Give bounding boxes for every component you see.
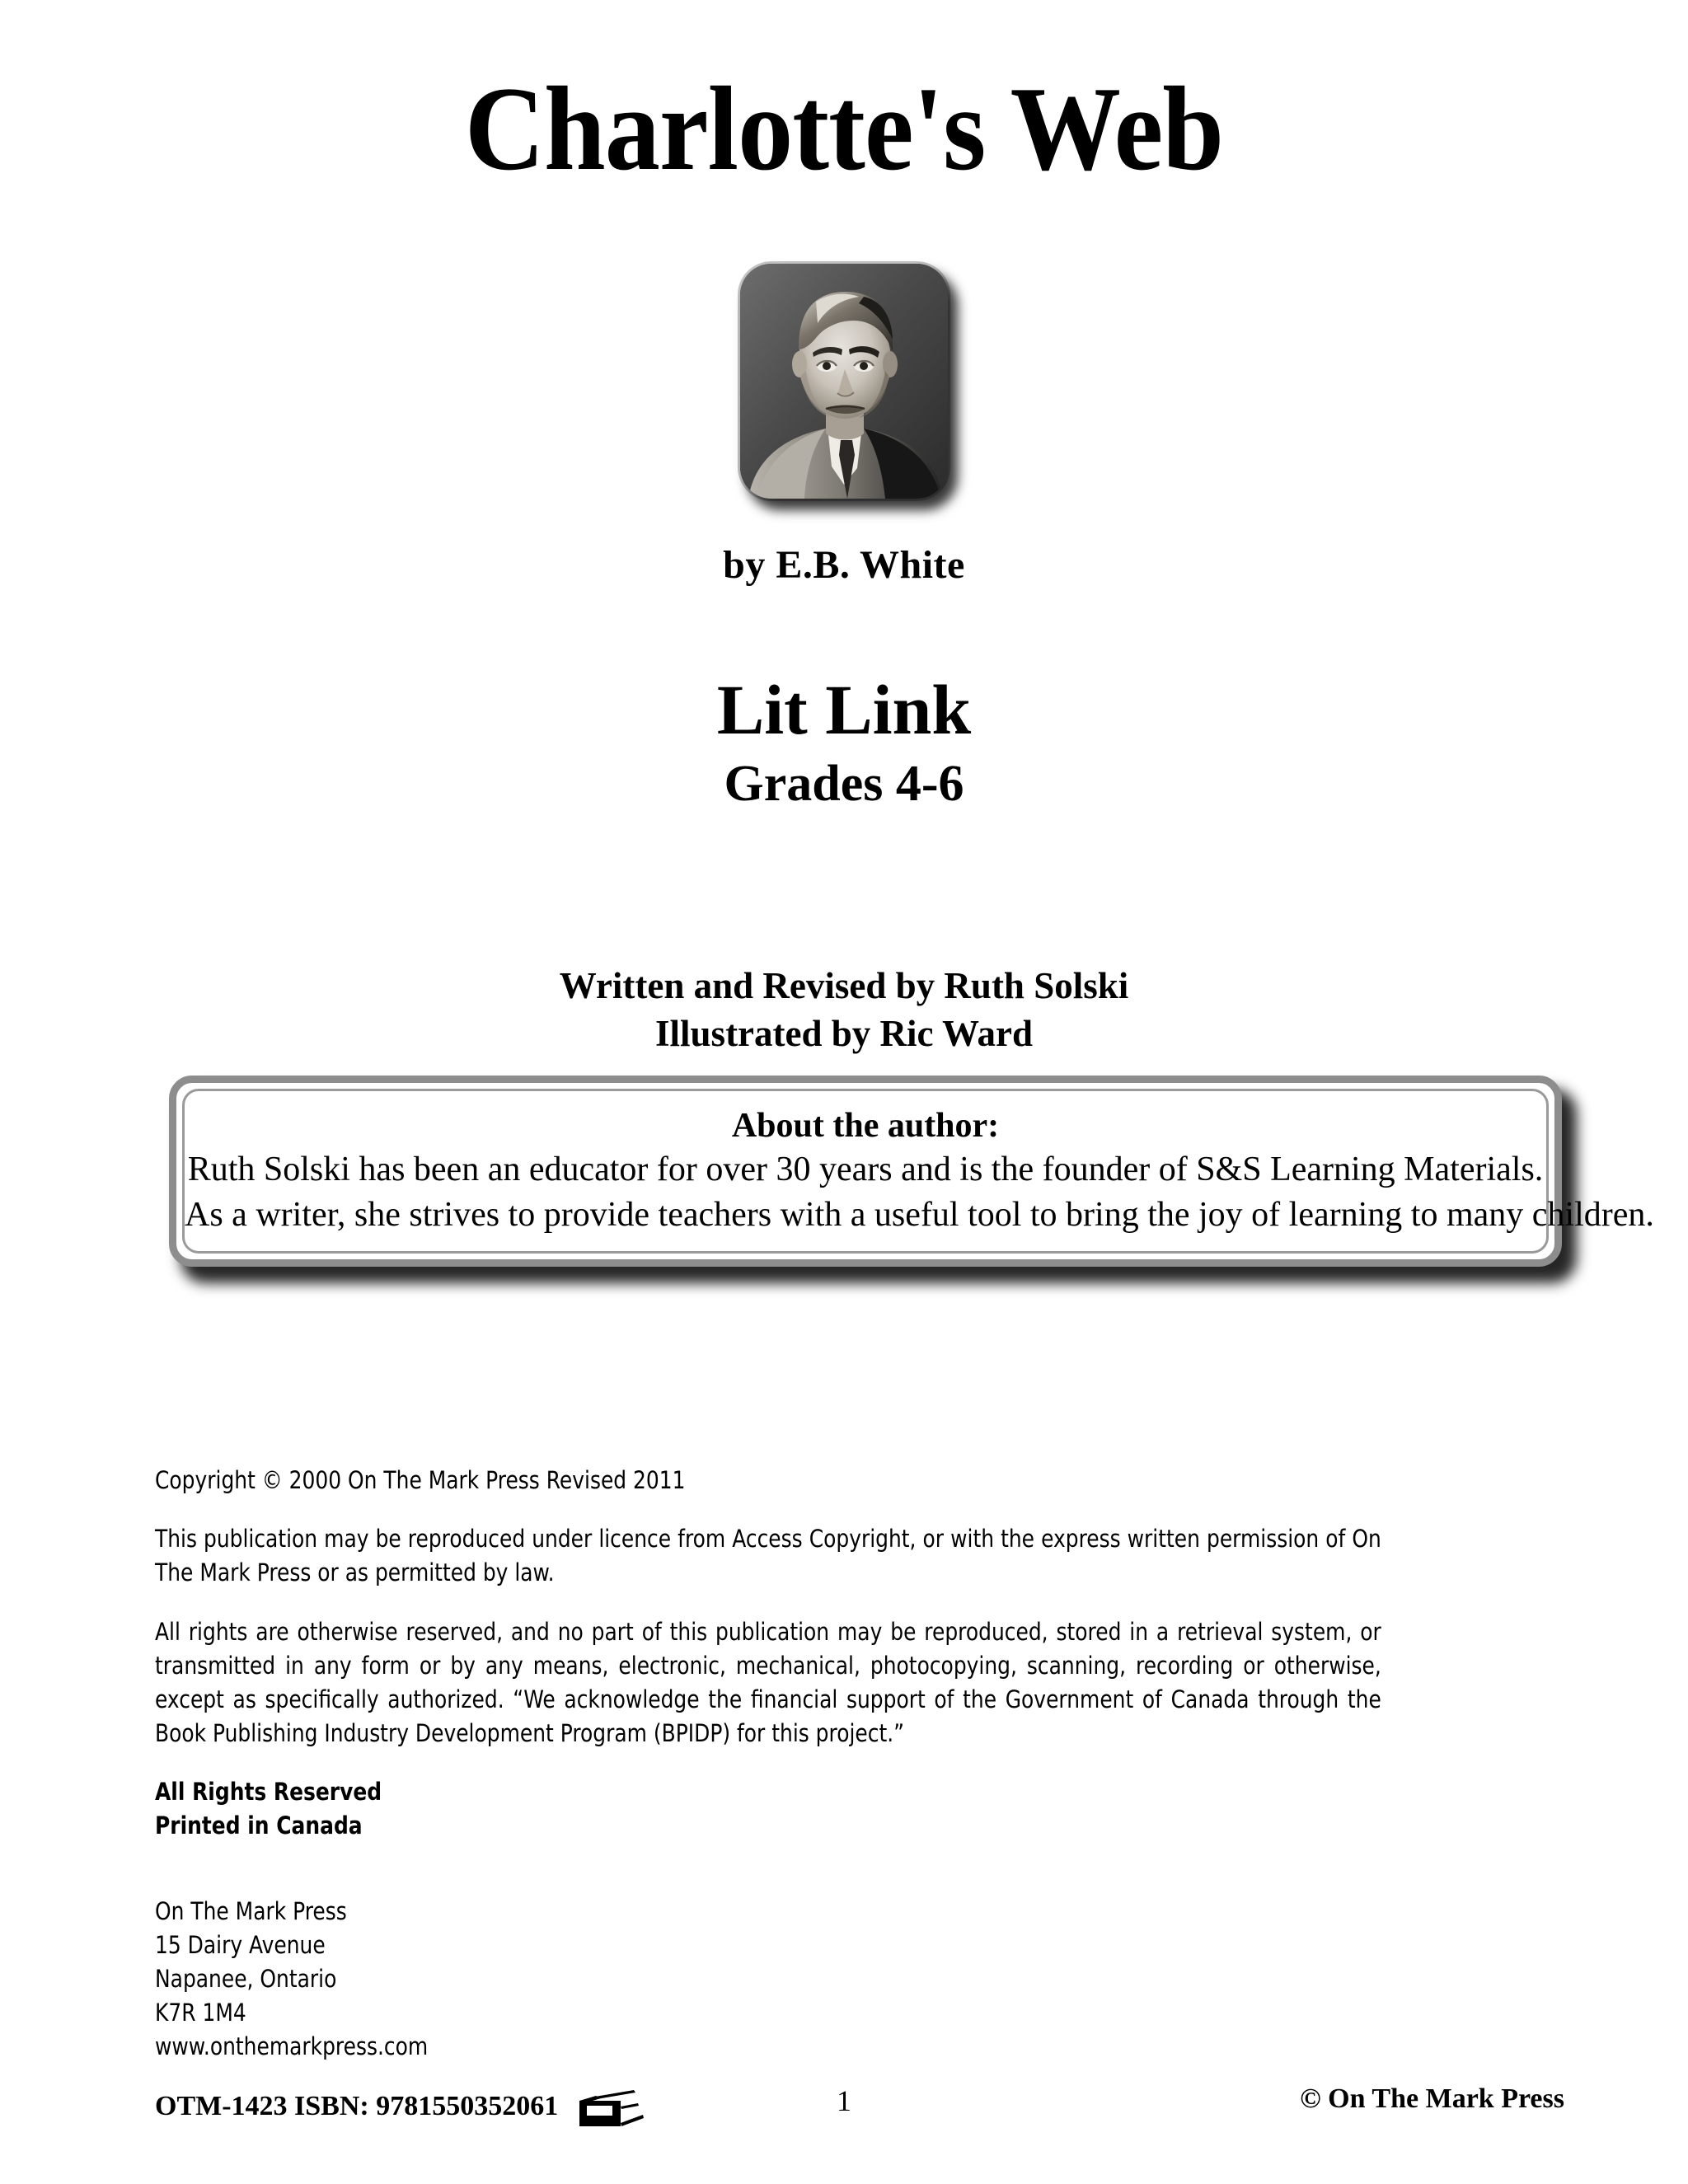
publisher-website[interactable]: www.onthemarkpress.com xyxy=(155,2032,429,2061)
author-portrait-photo xyxy=(740,264,948,499)
publisher-city: Napanee, Ontario xyxy=(155,1964,337,1993)
copyright-line: Copyright © 2000 On The Mark Press Revised 2011 xyxy=(155,1466,686,1494)
all-rights-reserved-line: All Rights Reserved xyxy=(155,1778,382,1807)
about-author-box-inner-border xyxy=(182,1089,1654,1254)
about-author-heading: About the author: xyxy=(731,1107,1000,1145)
author-portrait xyxy=(740,264,948,499)
about-author-line-2: As a writer, she strives to provide teachers with a useful tool to bring the joy of learning to many children. xyxy=(185,1196,1654,1235)
series-grades: Grades 4-6 xyxy=(724,756,964,812)
legal-block xyxy=(155,1464,1381,2064)
by-author-line: by E.B. White xyxy=(723,543,965,587)
printed-in-canada-line: Printed in Canada xyxy=(155,1811,363,1840)
rights-paragraph: All rights are otherwise reserved, and no part of this publication may be reproduced, stored in a retrieval system, or transmitted in any form or by any means, electronic, mechanical, photocopying, scanning, recording or otherwise, except as specifically authorized. “We acknowledge the financial support of the Government of Canada through the Book Publishing Industry Development Program (BPIDP) for this project.” xyxy=(155,1617,1381,1748)
about-author-line-1: Ruth Solski has been an educator for over 30 years and is the founder of S&S Learning Materials. xyxy=(187,1150,1544,1188)
series-name: Lit Link xyxy=(716,670,972,749)
licence-paragraph: This publication may be reproduced under licence from Access Copyright, or with the express written permission of On The Mark Press or as permitted by law. xyxy=(155,1525,1381,1587)
page-title: Charlotte's Web xyxy=(464,62,1224,195)
written-by-line: Written and Revised by Ruth Solski xyxy=(559,965,1129,1006)
page-footer xyxy=(0,2083,1688,2133)
illustrated-by-line: Illustrated by Ric Ward xyxy=(655,1012,1033,1054)
publisher-street: 15 Dairy Avenue xyxy=(155,1930,326,1959)
credits-block xyxy=(0,963,1688,1057)
footer-imprint: © On The Mark Press xyxy=(1300,2083,1564,2114)
publisher-name: On The Mark Press xyxy=(155,1896,347,1925)
page-number: 1 xyxy=(837,2084,851,2117)
publisher-address xyxy=(155,1895,1381,2064)
about-author-content xyxy=(185,1106,1654,1239)
publisher-postal-code: K7R 1M4 xyxy=(155,1999,246,2027)
about-author-box xyxy=(169,1076,1654,1267)
otm-isbn-text: OTM-1423 ISBN: 9781550352061 xyxy=(155,2091,559,2121)
